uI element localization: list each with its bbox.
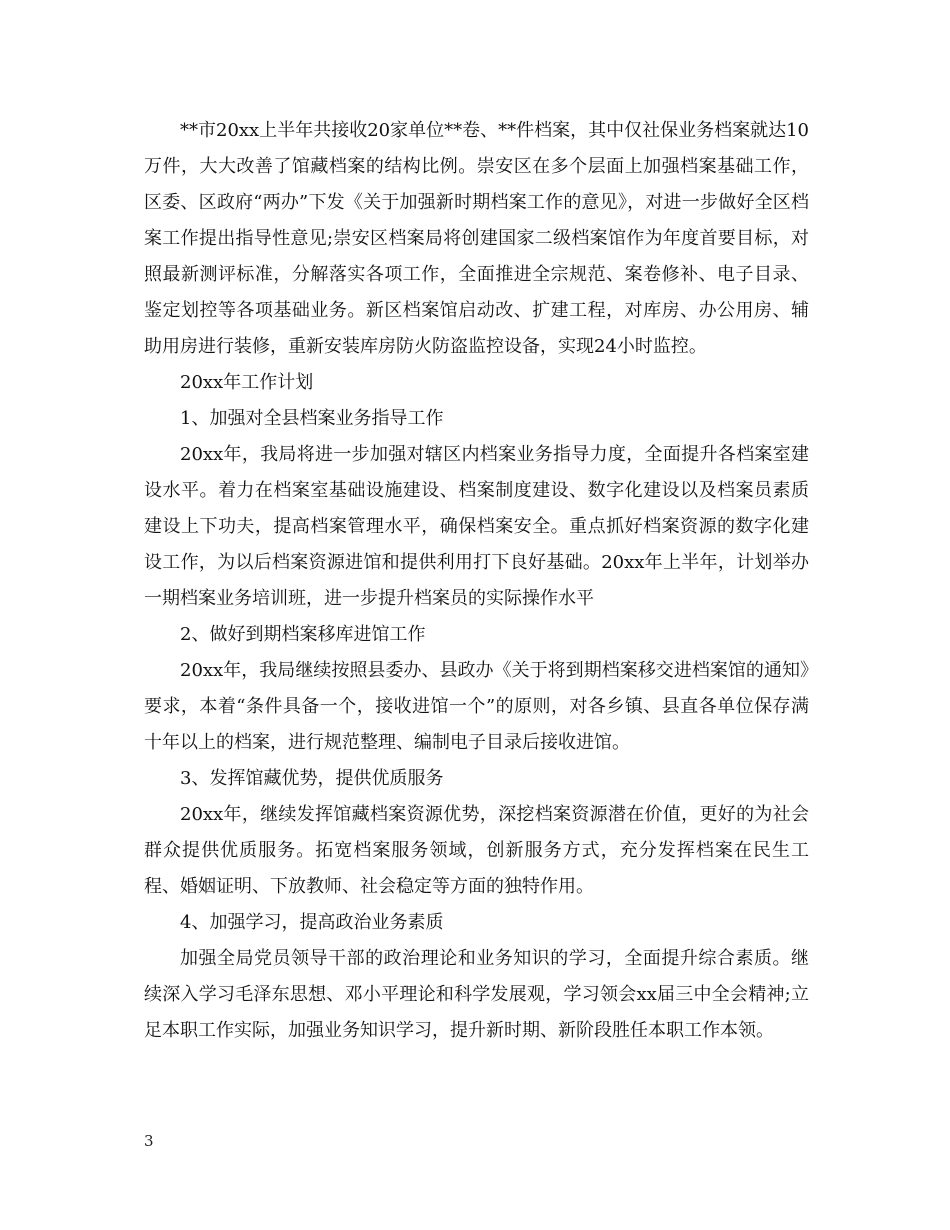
plan-item-2-heading: 2、做好到期档案移库进馆工作 xyxy=(180,624,426,645)
plan-item-1-heading: 1、加强对全县档案业务指导工作 xyxy=(180,408,444,429)
plan-item-1-body: 20xx年，我局将进一步加强对辖区内档案业务指导力度，全面提升各档案室建设水平。着力在档案室基础设施建设、档案制度建设、数字化建设以及档案员素质建设上下功夫，提高档案管理水平，确保档案安全。重点抓好档案资源的数字化建设工作，为以后档案资源进馆和提供利用打下良好基础。20xx年上半年，计划举办一期档案业务培训班，进一步提升档案员的实际操作水平 xyxy=(144,444,809,609)
section-title-work-plan: 20xx年工作计划 xyxy=(180,372,314,393)
plan-item-3-heading: 3、发挥馆藏优势，提供优质服务 xyxy=(180,768,444,789)
body-text xyxy=(144,113,809,1049)
plan-item-4-heading: 4、加强学习，提高政治业务素质 xyxy=(180,912,444,933)
plan-item-2-body: 20xx年，我局继续按照县委办、县政办《关于将到期档案移交进档案馆的通知》要求，本着“条件具备一个，接收进馆一个”的原则，对各乡镇、县直各单位保存满十年以上的档案，进行规范整理、编制电子目录后接收进馆。 xyxy=(144,660,809,753)
paragraph-archive-summary: **市20xx上半年共接收20家单位**卷、**件档案，其中仅社保业务档案就达10万件，大大改善了馆藏档案的结构比例。崇安区在多个层面上加强档案基础工作，区委、区政府“两办”下发《关于加强新时期档案工作的意见》，对进一步做好全区档案工作提出指导性意见;崇安区档案局将创建国家二级档案馆作为年度首要目标，对照最新测评标准，分解落实各项工作，全面推进全宗规范、案卷修补、电子目录、鉴定划控等各项基础业务。新区档案馆启动改、扩建工程，对库房、办公用房、辅助用房进行装修，重新安装库房防火防盗监控设备，实现24小时监控。 xyxy=(144,120,810,357)
plan-item-4-body: 加强全局党员领导干部的政治理论和业务知识的学习，全面提升综合素质。继续深入学习毛泽东思想、邓小平理论和科学发展观，学习领会xx届三中全会精神;立足本职工作实际，加强业务知识学习，提升新时期、新阶段胜任本职工作本领。 xyxy=(144,948,809,1041)
page-number: 3 xyxy=(144,1132,154,1150)
plan-item-3-body: 20xx年，继续发挥馆藏档案资源优势，深挖档案资源潜在价值，更好的为社会群众提供优质服务。拓宽档案服务领域，创新服务方式，充分发挥档案在民生工程、婚姻证明、下放教师、社会稳定等方面的独特作用。 xyxy=(144,804,809,897)
